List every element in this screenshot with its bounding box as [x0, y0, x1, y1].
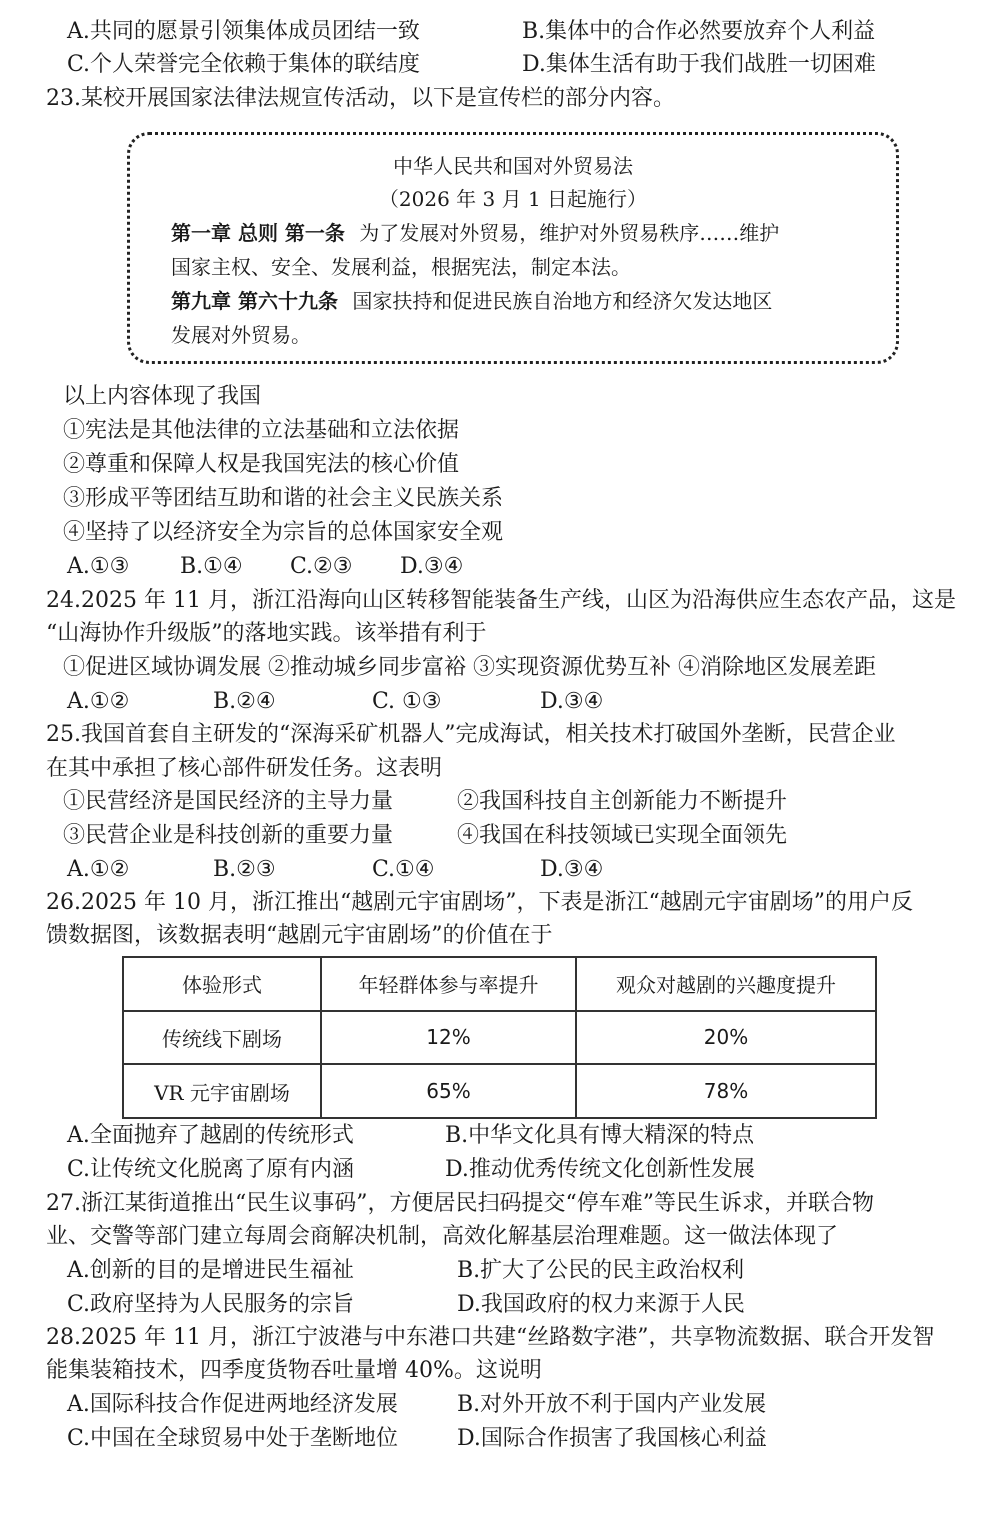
q28-option-a: A.国际科技合作促进两地经济发展	[67, 1392, 398, 1417]
q24-items: ①促进区域协调发展 ②推动城乡同步富裕 ③实现资源优势互补 ④消除地区发展差距	[63, 655, 876, 680]
article-69-text: 国家扶持和促进民族自治地方和经济欠发达地区	[352, 289, 773, 313]
q23-item-4: ④坚持了以经济安全为宗旨的总体国家安全观	[63, 520, 504, 545]
q26-option-c: C.让传统文化脱离了原有内涵	[67, 1157, 355, 1182]
q28-stem-1: 28.2025 年 11 月，浙江宁波港与中东港口共建“丝路数字港”，共享物流数据、联合开发智	[46, 1325, 935, 1350]
q26-stem-1: 26.2025 年 10 月，浙江推出“越剧元宇宙剧场”，下表是浙江“越剧元宇宙剧场”的用户反	[46, 890, 913, 915]
law-article-1-cont: 国家主权、安全、发展利益，根据宪法，制定本法。	[171, 255, 631, 279]
q23-stem: 23.某校开展国家法律法规宣传活动，以下是宣传栏的部分内容。	[46, 86, 675, 111]
q28-option-c: C.中国在全球贸易中处于垄断地位	[67, 1426, 399, 1451]
table-cell: 78%	[576, 1064, 876, 1118]
q25-item-2: ②我国科技自主创新能力不断提升	[457, 789, 788, 814]
q25-option-d: D.③④	[540, 857, 604, 882]
q26-stem-2: 馈数据图，该数据表明“越剧元宇宙剧场”的价值在于	[46, 923, 553, 948]
table-row	[123, 1064, 876, 1118]
q25-option-c: C.①④	[372, 857, 435, 882]
q25-stem-1: 25.我国首套自主研发的“深海采矿机器人”完成海试，相关技术打破国外垄断，民营企业	[46, 722, 896, 747]
article-69-label: 第九章 第六十九条	[171, 289, 338, 313]
table-cell: 20%	[576, 1011, 876, 1065]
table-header-cell: 体验形式	[123, 957, 321, 1011]
q27-stem-2: 业、交警等部门建立每周会商解决机制，高效化解基层治理难题。这一做法体现了	[46, 1224, 839, 1249]
law-notice-box	[127, 132, 899, 364]
q22-option-c: C.个人荣誉完全依赖于集体的联结度	[67, 52, 421, 77]
table-header-cell: 观众对越剧的兴趣度提升	[576, 957, 876, 1011]
q22-option-b: B.集体中的合作必然要放弃个人利益	[522, 19, 876, 44]
q24-option-a: A.①②	[67, 689, 130, 714]
q28-option-b: B.对外开放不利于国内产业发展	[457, 1392, 767, 1417]
q23-item-3: ③形成平等团结互助和谐的社会主义民族关系	[63, 486, 504, 511]
table-cell: 65%	[321, 1064, 576, 1118]
q24-stem-1: 24.2025 年 11 月，浙江沿海向山区转移智能装备生产线，山区为沿海供应生态农产品，这是	[46, 588, 956, 613]
table-header-cell: 年轻群体参与率提升	[321, 957, 576, 1011]
table-header-row	[123, 957, 876, 1011]
law-title: 中华人民共和国对外贸易法	[393, 154, 633, 178]
q22-option-d: D.集体生活有助于我们战胜一切困难	[522, 52, 876, 77]
q27-option-a: A.创新的目的是增进民生福祉	[67, 1258, 354, 1283]
q24-stem-2: “山海协作升级版”的落地实践。该举措有利于	[46, 621, 487, 646]
q26-option-a: A.全面抛弃了越剧的传统形式	[67, 1123, 354, 1148]
q27-stem-1: 27.浙江某街道推出“民生议事码”，方便居民扫码提交“停车难”等民生诉求，并联合物	[46, 1191, 874, 1216]
q23-ask: 以上内容体现了我国	[63, 384, 262, 409]
q23-option-b: B.①④	[180, 554, 243, 579]
article-1-label: 第一章 总则 第一条	[171, 221, 345, 245]
q23-item-2: ②尊重和保障人权是我国宪法的核心价值	[63, 452, 460, 477]
q26-option-b: B.中华文化具有博大精深的特点	[445, 1123, 755, 1148]
q24-option-b: B.②④	[213, 689, 276, 714]
q23-item-1: ①宪法是其他法律的立法基础和立法依据	[63, 418, 460, 443]
q27-option-b: B.扩大了公民的民主政治权利	[457, 1258, 745, 1283]
q24-option-c: C. ①③	[372, 689, 442, 714]
law-article-69-cont: 发展对外贸易。	[171, 323, 311, 347]
q22-option-a: A.共同的愿景引领集体成员团结一致	[67, 19, 420, 44]
q23-option-a: A.①③	[67, 554, 130, 579]
q25-option-b: B.②③	[213, 857, 276, 882]
q24-option-d: D.③④	[540, 689, 604, 714]
law-article-69	[171, 287, 772, 315]
q25-item-4: ④我国在科技领域已实现全面领先	[457, 823, 788, 848]
q28-option-d: D.国际合作损害了我国核心利益	[457, 1426, 767, 1451]
article-1-text: 为了发展对外贸易，维护对外贸易秩序……维护	[359, 221, 780, 245]
table-cell: VR 元宇宙剧场	[123, 1064, 321, 1118]
q28-stem-2: 能集装箱技术，四季度货物吞吐量增 40%。这说明	[46, 1358, 542, 1383]
q23-option-c: C.②③	[290, 554, 353, 579]
q25-option-a: A.①②	[67, 857, 130, 882]
q25-item-1: ①民营经济是国民经济的主导力量	[63, 789, 394, 814]
q25-item-3: ③民营企业是科技创新的重要力量	[63, 823, 394, 848]
q23-option-d: D.③④	[400, 554, 464, 579]
q27-option-d: D.我国政府的权力来源于人民	[457, 1292, 745, 1317]
q27-option-c: C.政府坚持为人民服务的宗旨	[67, 1292, 355, 1317]
table-row	[123, 1011, 876, 1065]
law-effective-date: （2026 年 3 月 1 日起施行）	[378, 187, 648, 211]
law-article-1	[171, 219, 779, 247]
table-cell: 12%	[321, 1011, 576, 1065]
table-cell: 传统线下剧场	[123, 1011, 321, 1065]
feedback-table	[122, 956, 877, 1119]
q25-stem-2: 在其中承担了核心部件研发任务。这表明	[46, 756, 443, 781]
q26-option-d: D.推动优秀传统文化创新性发展	[445, 1157, 755, 1182]
